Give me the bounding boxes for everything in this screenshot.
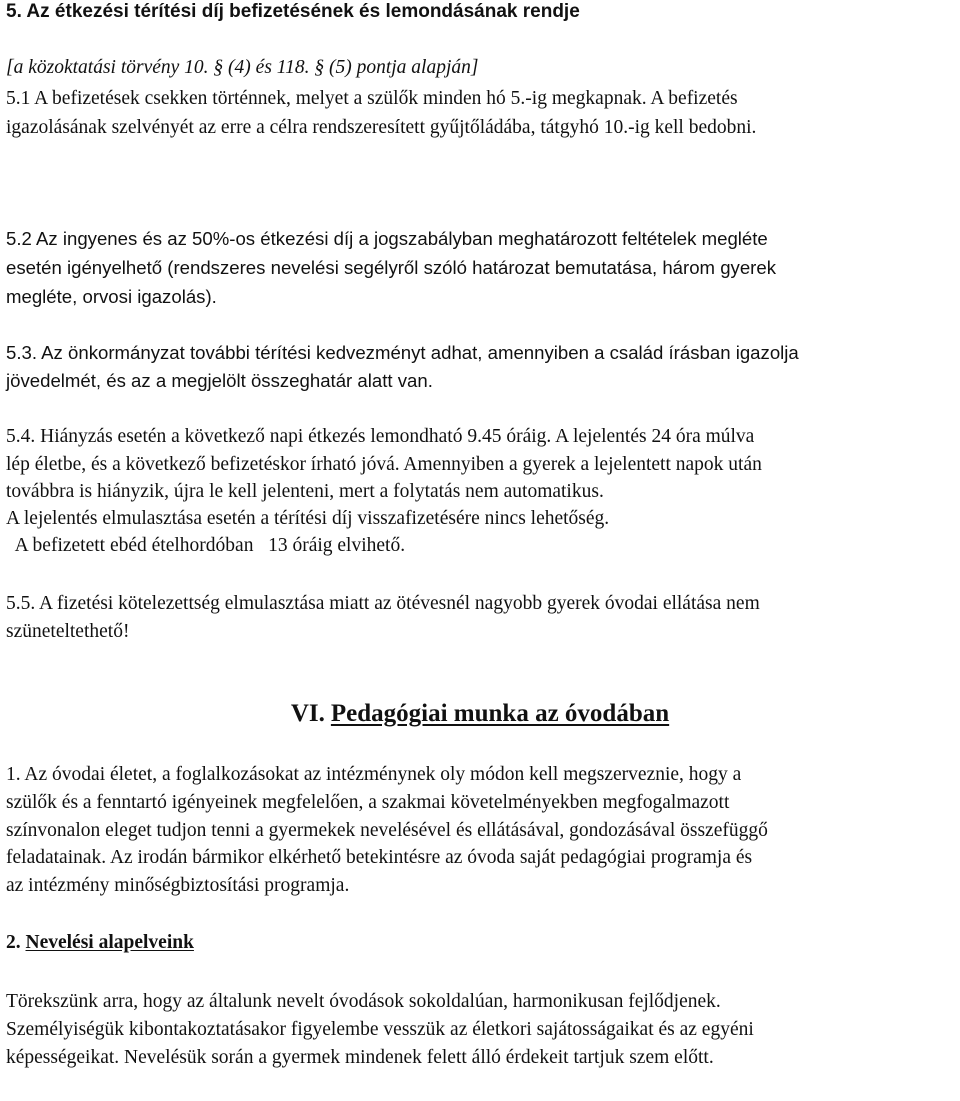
paragraph-6-1-line-1: 1. Az óvodai életet, a foglalkozásokat az intézménynek oly módon kell megszerveznie, hogy a xyxy=(6,764,742,785)
paragraph-5-2-line-1: 5.2 Az ingyenes és az 50%-os étkezési díj a jogszabályban meghatározott feltételek megléte xyxy=(6,228,768,249)
paragraph-5-3-line-1: 5.3. Az önkormányzat további térítési kedvezményt adhat, amennyiben a család írásban igazolja xyxy=(6,342,799,363)
paragraph-5-4-line-4: A lejelentés elmulasztása esetén a térítési díj visszafizetésére nincs lehetőség. xyxy=(6,508,610,529)
law-reference: [a közoktatási törvény 10. § (4) és 118. § (5) pontja alapján] xyxy=(6,57,479,78)
subheading-nevelesi-alapelveink xyxy=(6,931,194,955)
paragraph-5-4-line-1: 5.4. Hiányzás esetén a következő napi étkezés lemondható 9.45 óráig. A lejelentés 24 óra múlva xyxy=(6,426,755,447)
paragraph-5-1-line-1: 5.1 A befizetések csekken történnek, melyet a szülők minden hó 5.-ig megkapnak. A befizetés xyxy=(6,88,738,109)
chapter-number: VI. xyxy=(290,700,325,727)
paragraph-6-2-line-1: Törekszünk arra, hogy az általunk nevelt óvodások sokoldalúan, harmonikusan fejlődjenek. xyxy=(6,991,721,1012)
paragraph-6-1-line-4: feladatainak. Az irodán bármikor elkérhető betekintésre az óvoda saját pedagógiai programja és xyxy=(6,847,753,868)
paragraph-5-3-line-2: jövedelmét, és az a megjelölt összeghatár alatt van. xyxy=(6,370,433,391)
section-5-heading: 5. Az étkezési térítési díj befizetésének és lemondásának rendje xyxy=(6,1,580,22)
paragraph-5-4-line-5: A befizetett ebéd ételhordóban 13 óráig elvihető. xyxy=(6,535,406,556)
paragraph-5-1-line-2: igazolásának szelvényét az erre a célra rendszeresített gyűjtőládába, tátgyhó 10.-ig kell bedobni. xyxy=(6,117,757,138)
chapter-6-heading xyxy=(0,699,960,729)
paragraph-5-5-line-1: 5.5. A fizetési kötelezettség elmulasztása miatt az ötévesnél nagyobb gyerek óvodai ellátása nem xyxy=(6,593,760,614)
subheading-number: 2. xyxy=(6,932,21,953)
paragraph-6-2-line-3: képességeikat. Nevelésük során a gyermek mindenek felett álló érdekeit tartjuk szem előtt. xyxy=(6,1047,714,1068)
paragraph-6-1-line-3: színvonalon eleget tudjon tenni a gyermekek nevelésével és ellátásával, gondozásával összefüggő xyxy=(6,820,768,841)
paragraph-5-4-line-3: továbbra is hiányzik, újra le kell jelenteni, mert a folytatás nem automatikus. xyxy=(6,481,604,502)
paragraph-6-1-line-2: szülők és a fenntartó igényeinek megfelelően, a szakmai követelményekben megfogalmazott xyxy=(6,792,730,813)
paragraph-5-4-line-2: lép életbe, és a következő befizetéskor írható jóvá. Amennyiben a gyerek a lejelentett napok után xyxy=(6,454,762,475)
paragraph-6-1-line-5: az intézmény minőségbiztosítási programja. xyxy=(6,875,350,896)
paragraph-5-2-line-3: megléte, orvosi igazolás). xyxy=(6,286,217,307)
paragraph-5-5-line-2: szüneteltethető! xyxy=(6,621,130,642)
paragraph-6-2-line-2: Személyiségük kibontakoztatásakor figyelembe vesszük az életkori sajátosságaikat és az egyéni xyxy=(6,1019,754,1040)
paragraph-5-2-line-2: esetén igényelhető (rendszeres nevelési segélyről szóló határozat bemutatása, három gyerek xyxy=(6,257,777,278)
chapter-title: Pedagógiai munka az óvodában xyxy=(330,700,670,727)
subheading-title: Nevelési alapelveink xyxy=(25,932,194,953)
